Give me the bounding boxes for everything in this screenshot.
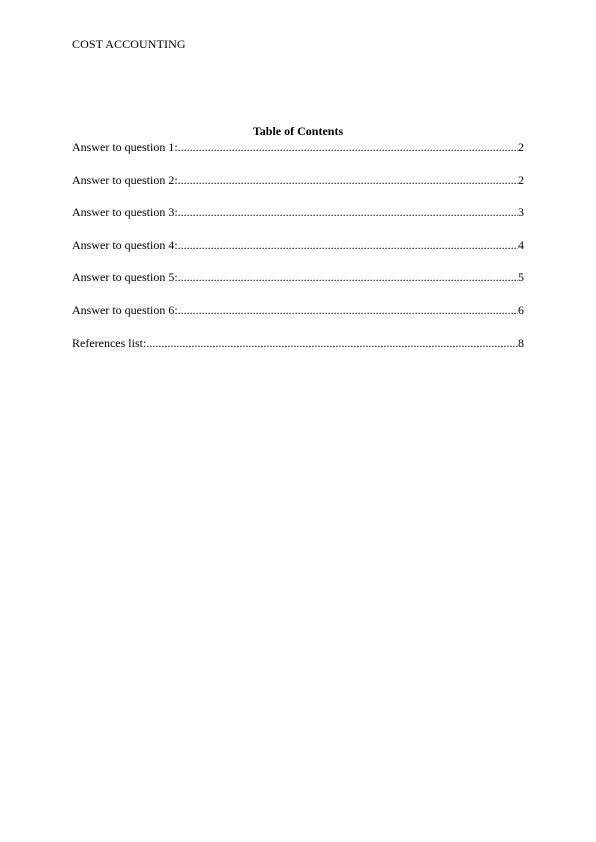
toc-dot-leader xyxy=(178,140,518,154)
toc-entry[interactable] xyxy=(72,336,524,350)
toc-entry-label: Answer to question 2: xyxy=(72,172,178,187)
toc-entry-label: Answer to question 3: xyxy=(72,205,178,220)
table-of-contents xyxy=(72,140,524,350)
toc-page-number: 3 xyxy=(518,205,524,220)
toc-page-number: 2 xyxy=(518,140,524,154)
running-header: COST ACCOUNTING xyxy=(72,37,186,51)
toc-entry-label: References list: xyxy=(72,335,147,350)
toc-entry[interactable] xyxy=(72,270,524,284)
toc-entry[interactable] xyxy=(72,205,524,219)
toc-entry-label: Answer to question 4: xyxy=(72,237,178,252)
toc-entry-label: Answer to question 1: xyxy=(72,140,178,154)
toc-dot-leader xyxy=(178,173,518,187)
toc-page-number: 2 xyxy=(518,172,524,187)
toc-title: Table of Contents xyxy=(252,124,344,138)
toc-entry[interactable] xyxy=(72,303,524,317)
toc-entry-label: Answer to question 5: xyxy=(72,270,178,285)
toc-dot-leader xyxy=(146,336,518,350)
toc-dot-leader xyxy=(178,205,518,219)
toc-entry[interactable] xyxy=(72,238,524,252)
toc-dot-leader xyxy=(178,238,518,252)
toc-page-number: 5 xyxy=(518,270,524,285)
toc-page-number: 8 xyxy=(518,335,524,350)
toc-dot-leader xyxy=(178,303,518,317)
toc-dot-leader xyxy=(178,270,518,284)
toc-page-number: 4 xyxy=(518,237,524,252)
toc-entry[interactable] xyxy=(72,173,524,187)
toc-page-number: 6 xyxy=(518,302,524,317)
toc-entry-label: Answer to question 6: xyxy=(72,302,178,317)
toc-entry[interactable] xyxy=(72,140,524,154)
